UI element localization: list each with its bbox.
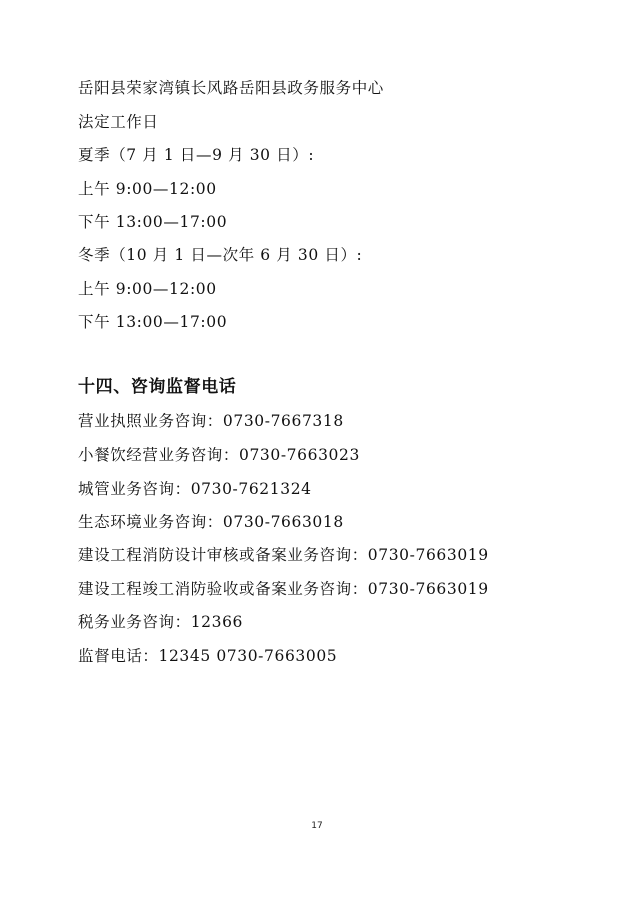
- contact-line: 小餐饮经营业务咨询：0730-7663023: [78, 446, 360, 464]
- contact-line: 监督电话：12345 0730-7663005: [78, 647, 338, 665]
- section-heading: 十四、咨询监督电话: [78, 377, 237, 397]
- contact-line: 建设工程消防设计审核或备案业务咨询：0730-7663019: [78, 546, 489, 564]
- address-line: 岳阳县荣家湾镇长风路岳阳县政务服务中心: [78, 79, 384, 97]
- summer-afternoon-hours: 下午 13:00—17:00: [78, 213, 228, 231]
- contact-line: 城管业务咨询：0730-7621324: [78, 480, 312, 498]
- summer-label: 夏季（7 月 1 日—9 月 30 日）:: [78, 146, 315, 164]
- winter-morning-hours: 上午 9:00—12:00: [78, 280, 217, 298]
- contact-line: 建设工程竣工消防验收或备案业务咨询：0730-7663019: [78, 580, 489, 598]
- workdays-line: 法定工作日: [78, 113, 159, 131]
- winter-afternoon-hours: 下午 13:00—17:00: [78, 313, 228, 331]
- page-number: 17: [311, 821, 323, 831]
- contact-line: 营业执照业务咨询：0730-7667318: [78, 412, 344, 430]
- summer-morning-hours: 上午 9:00—12:00: [78, 180, 217, 198]
- winter-label: 冬季（10 月 1 日—次年 6 月 30 日）:: [78, 246, 363, 264]
- contact-line: 生态环境业务咨询：0730-7663018: [78, 513, 344, 531]
- contact-line: 税务业务咨询：12366: [78, 613, 244, 631]
